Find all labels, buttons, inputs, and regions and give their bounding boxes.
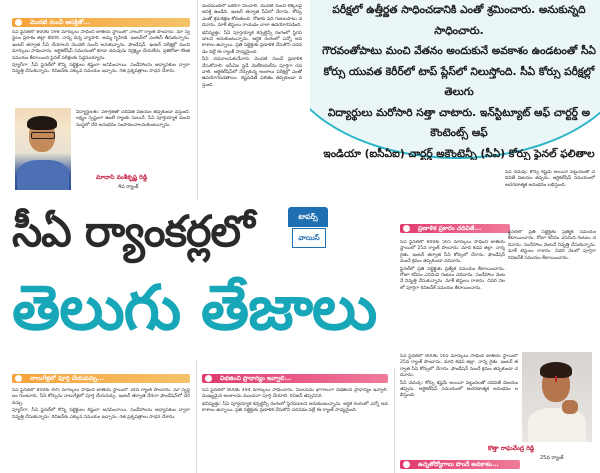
- article-text: [12, 388, 190, 473]
- bullet-icon: [15, 19, 22, 26]
- bullet-icon: [205, 375, 212, 382]
- bullet-icon: [403, 225, 410, 232]
- ranker-name: కొత్తా రాఘవేంద్ర రెడ్డి: [488, 445, 535, 452]
- paragraph: సీఏ చదువు: కోర్సు కష్టమే అయినా పట్టుదలతో చదివితే విజయం తప్పదు. ఆర్టికల్‌షిప్ సమయంలో ఆచరణాత్మక అనుభవం లభిస్తుంది.: [400, 380, 518, 399]
- section-title: ఉన్నతోద్యోగాలు పొందే అవకాశం...: [418, 461, 499, 468]
- ranker-photo: [15, 108, 71, 190]
- paragraph: ఫైనల్‌లో ప్రతి సబ్జెక్టుకు ప్రత్యేక సమయం కేటాయించాను. రోజూ కనీసం ఎనిమిది గంటలు చదివాను. సందేహాలు వెంటనే నివృత్తి చేసుకున్నాను. మాక్ టెస్టులు రాశాను. చివరి నెలలో పూర్తిగా రివిజన్‌కే సమయం కేటాయించాను.: [508, 230, 596, 261]
- article-text: [202, 4, 302, 200]
- section-header-divide: [202, 374, 388, 383]
- article-text: [12, 30, 190, 100]
- section-header-interest: [12, 18, 190, 27]
- paragraph: విద్యార్థులకు: ఏకాగ్రతతో చదివితే విజయం తప్పకుండా వస్తుంది. లక్ష్యం స్పష్టంగా ఉంటే ర్యాంకు సులువే. సీఏ పూర్తయ్యాక మంచి సంస్థలో చేరి అనుభవం సంపాదించాలనుకుంటున్నాను.: [76, 110, 190, 128]
- paragraph: ప్యూర్‌గా: సీఏ ఫైనల్‌లో కొన్ని సబ్జెక్టులు కష్టంగా అనిపించాయి. సందేహాలను అధ్యాపకుల ద్వారా నివృత్తి చేసుకున్నాను. రివిజన్‌కు ఎక్కువ సమయం ఇచ్చాను. గత ప్రశ్నపత్రాలు సాధన చేశాను.: [12, 408, 190, 420]
- article-text: [202, 388, 388, 473]
- article-text: [508, 230, 596, 348]
- paragraph: ఫైనల్‌లో ప్రతి సబ్జెక్టుకు ప్రత్యేక సమయం కేటాయించాను. రోజూ కనీసం ఎనిమిది గంటలు చదివాను. సందేహాలు వెంటనే నివృత్తి చేసుకున్నాను. మాక్ టెస్టులు రాశాను. చివరి నెలలో పూర్తిగా రివిజన్‌కే సమయం కేటాయించాను.: [400, 266, 505, 291]
- section-header-four-years: [12, 374, 190, 383]
- article-text: [400, 354, 518, 454]
- paragraph: భవిష్యత్తు: సీఏ పూర్తయ్యాక కన్సల్టెన్సీ రంగంలో స్థిరపడాలని అనుకుంటున్నాను. ఆర్థిక రంగంలో ఎన్నో అవకాశాలు ఉన్నాయి. ప్రతి సబ్జెక్టుకు ప్రణాళిక వేసుకొని చదవడం వల్లే ఈ ర్యాంక్ సాధ్యమైంది.: [202, 401, 388, 414]
- ranker-rank: 25వ ర్యాంక్: [540, 455, 564, 461]
- toppers-voice-badge: టాపర్స్ వాయిస్: [288, 207, 328, 247]
- paragraph: వందమందిలో ఒకరిగా నిలవాలి. మొదటి నుంచీ లెక్కలపై ఆసక్తి ఉండేది. ఇంటర్ తర్వాత సీఏలో చేరాను. కోర్సు ఎంతో క్రమశిక్షణ కోరుతుంది. రోజుకు పది గంటలపాటు చదివాను. మాక్ టెస్టులు రాయడం చాలా ఉపయోగపడింది.: [202, 4, 302, 29]
- ranker-photo: [522, 352, 592, 442]
- headline-title: తెలుగు తేజాలు: [12, 271, 377, 344]
- paragraph: సీఏ ఫైనల్‌లో 800కు 565 మార్కులు సాధించి జాతీయ స్థాయిలో 25వ ర్యాంక్ పొందాను. మాది కడప జిల్లా. నాన్న రైతు. ఇంటర్ తర్వాత సీఏ కోర్సులో చేరాను. ఫౌండేషన్ నుంచే క్రమం తప్పకుండా చదివాను.: [400, 240, 505, 265]
- section-title: విభజించి ప్రాధాన్యం ఇవ్వాలి...: [220, 375, 292, 382]
- lead-summary-box: [310, 0, 600, 160]
- column-divider: [197, 0, 198, 200]
- column-divider: [196, 360, 197, 473]
- lead-text: పరీక్షలో ఉత్తీర్ణత సాధించడానికి ఎంతో శ్రమించారు. అనుకున్నది సాధించారు. గౌరవంతోపాటు మంచి వేతనం అందుకునే అవకాశం ఉండటంతో సీఏ కోర్సు యువత కెరీర్‌లో టాప్ ప్లేస్‌లో నిలుస్తోంది. సీఏ కోర్సు పరీక్షల్లో తెలుగు విద్యార్థులు మరోసారి సత్తా చాటారు. ఇన్‌స్టిట్యూట్ ఆఫ్ చార్టర్డ్ అకౌంటెంట్స్ ఆఫ్ ఇండియా (ఐసీఏఐ) చార్టర్డ్ అకౌంటెన్సీ (సీఏ) కోర్సు ఫైనల్ ఫలితాల: [322, 4, 596, 160]
- paragraph: సీఏ ఫైనల్‌లో 800కు 598 మార్కులు సాధించి జాతీయ స్థాయిలో నాలుగో ర్యాంక్ పొందాను. మా స్వస్థలం ప్రకాశం జిల్లా కనిగిరి. నాన్న చిన్న వ్యాపారి. అమ్మ గృహిణి. ఇంటర్‌లో ఎంఈసీ తీసుకున్నాను. ఇంటర్ తర్వాత సీఏ చేయాలని మొదటి నుంచీ అనుకున్నాను. ఫౌండేషన్, ఇంటర్ పరీక్షల్లో మంచి మార్కులు సాధించాను. ఆర్టికల్‌షిప్ సమయంలో కూడా చదువును నిర్లక్ష్యం చేయలేదు. ప్రతిరోజూ కొంత సమయం కేటాయించి ఫైనల్ పరీక్షలకు సిద్ధమయ్యాను.: [12, 30, 190, 61]
- paragraph: సీఏ ఫైనల్‌లో 800కు 495 మార్కులు సాధించి జాతీయ స్థాయిలో 34వ ర్యాంక్ పొందాను. మా స్వస్థలం గుంటూరు. సీఏ కోర్సును నాలుగేళ్లలో పూర్తి చేయవచ్చు. ఇంటర్ తర్వాత నేరుగా ఫౌండేషన్‌లో చేరవచ్చు.: [12, 388, 190, 406]
- bullet-icon: [403, 461, 410, 468]
- section-title: మొదటి నుంచీ ఆసక్తితో...: [30, 19, 91, 26]
- article-text: [505, 170, 595, 218]
- paragraph: సీఏ చదవాలనుకునేవారు మొదటి నుంచే ప్రణాళిక వేసుకోవాలి. ఐసీఏఐ స్టడీ మెటీరియల్‌ను పూర్తిగా చదవాలి. ఆర్టికల్‌షిప్‌లో నేర్చుకున్న అంశాలు పరీక్షల్లో ఎంతో ఉపయోగపడతాయి. కష్టపడితే ఫలితం తప్పకుండా వస్తుంది.: [202, 57, 302, 88]
- bullet-icon: [15, 375, 22, 382]
- section-title: నాలుగేళ్లలో పూర్తి చేయవచ్చు...: [30, 375, 104, 382]
- section-header-planning: [400, 224, 510, 233]
- paragraph: సీఏ ఫైనల్‌లో 800కు 565 మార్కులు సాధించి జాతీయ స్థాయిలో 25వ ర్యాంక్ పొందాను. మాది కడప జిల్లా. నాన్న రైతు. ఇంటర్ తర్వాత సీఏ కోర్సులో చేరాను. ఫౌండేషన్ నుంచే క్రమం తప్పకుండా చదివాను.: [400, 354, 518, 379]
- section-header-jobs: [400, 460, 520, 469]
- column-divider: [394, 368, 395, 473]
- article-text: [76, 110, 190, 170]
- paragraph: ప్యూర్‌గా: సీఏ ఫైనల్‌లో కొన్ని సబ్జెక్టులు కష్టంగా అనిపించాయి. సందేహాలను అధ్యాపకుల ద్వారా నివృత్తి చేసుకున్నాను. రివిజన్‌కు ఎక్కువ సమయం ఇచ్చాను. గత ప్రశ్నపత్రాలు సాధన చేశాను.: [12, 63, 190, 75]
- section-title: ప్రణాళిక ప్రకారం చదివితే...: [418, 225, 482, 232]
- headline-subtitle: సీఏ ర్యాంకర్లలో: [12, 207, 254, 257]
- paragraph: సీఏ ఫైనల్‌లో 800కు 494 మార్కులు సాధించాను. సిలబస్‌ను భాగాలుగా విభజించి ప్రాధాన్యం ఇవ్వాలి. ముఖ్యమైన అంశాలను ముందుగా పూర్తి చేయాలి. రివిజన్ తప్పనిసరి.: [202, 388, 388, 400]
- ranker-name: మాదాసి వంశీకృష్ణ రెడ్డి: [96, 174, 148, 181]
- article-text: [400, 240, 505, 348]
- ranker-rank: 4వ ర్యాంక్: [118, 184, 139, 190]
- paragraph: భవిష్యత్తు: సీఏ పూర్తయ్యాక కన్సల్టెన్సీ రంగంలో స్థిరపడాలని అనుకుంటున్నాను. ఆర్థిక రంగంలో ఎన్నో అవకాశాలు ఉన్నాయి. ప్రతి సబ్జెక్టుకు ప్రణాళిక వేసుకొని చదవడం వల్లే ఈ ర్యాంక్ సాధ్యమైంది.: [202, 30, 302, 55]
- paragraph: సీఏ చదువు: కోర్సు కష్టమే అయినా పట్టుదలతో చదివితే విజయం తప్పదు. ఆర్టికల్‌షిప్ సమయంలో ఆచరణాత్మక అనుభవం లభిస్తుంది.: [505, 170, 595, 188]
